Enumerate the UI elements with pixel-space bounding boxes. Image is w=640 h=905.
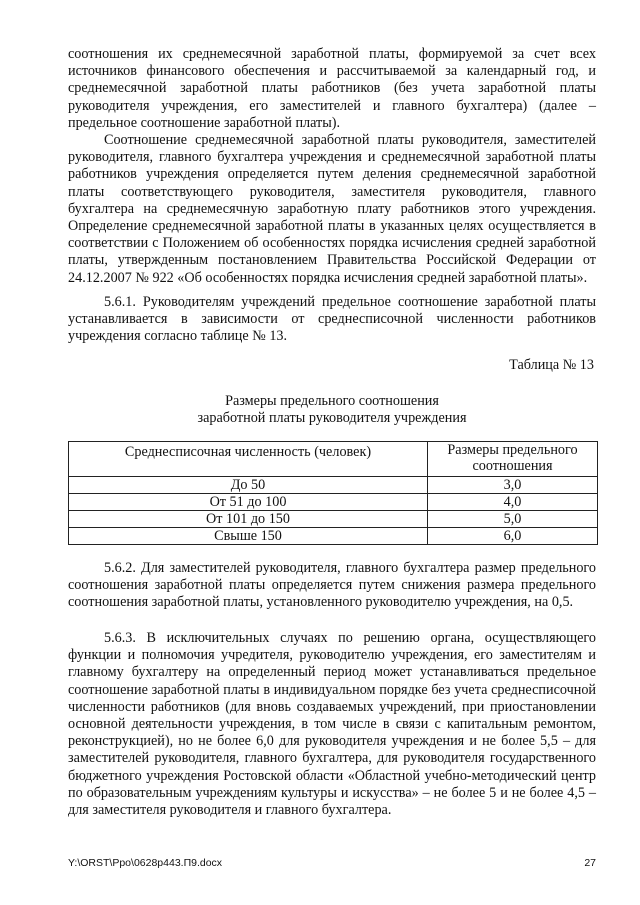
table-caption-line1: Размеры предельного соотношения	[225, 393, 439, 409]
cell-value: 6,0	[428, 528, 598, 545]
table-row	[69, 528, 598, 545]
table-row	[69, 494, 598, 511]
cell-range: От 101 до 150	[69, 511, 428, 528]
ratio-table	[68, 441, 598, 545]
cell-value: 4,0	[428, 494, 598, 511]
table-caption	[68, 393, 596, 427]
paragraph-5-6-2: 5.6.2. Для заместителей руководителя, главного бухгалтера размер предельного соотношения заработной платы определяется путем снижения размера предельного соотношения заработной платы, установленного руководителю учреждения, на 0,5.	[68, 560, 596, 611]
table-row	[69, 511, 598, 528]
cell-value: 5,0	[428, 511, 598, 528]
cell-value: 3,0	[428, 477, 598, 494]
paragraph-continuation: соотношения их среднемесячной заработной платы, формируемой за счет всех источников финансового обеспечения и рассчитываемой за календарный год, и среднемесячной заработной платы работников (без учета заработной платы руководителя учреждения, его заместителей и главного бухгалтера) (далее – предельное соотношение заработной платы).	[68, 46, 596, 131]
page-number: 27	[584, 857, 596, 869]
table-number: Таблица № 13	[509, 357, 594, 373]
paragraph-5-6-1: 5.6.1. Руководителям учреждений предельное соотношение заработной платы устанавливается в зависимости от среднесписочной численности работников учреждения согласно таблице № 13.	[68, 294, 596, 345]
cell-range: Свыше 150	[69, 528, 428, 545]
header-headcount: Среднесписочная численность (человек)	[69, 442, 428, 477]
paragraph-5-6-3: 5.6.3. В исключительных случаях по решению органа, осуществляющего функции и полномочия учредителя, руководителю учреждения, его заместителям и главному бухгалтеру на определенный период может устанавливаться предельное соотношение заработной платы в индивидуальном порядке без учета среднесписочной численности работников (для вновь создаваемых учреждений, при приостановлении основной деятельности учреждения, в том числе в связи с капитальным ремонтом, реконструкцией), но не более 6,0 для руководителя учреждения и не более 5,5 – для заместителей руководителя, главного бухгалтера, для руководителя государственного бюджетного учреждения Ростовской области «Областной учебно-методический центр по образовательным учреждениям культуры и искусства» – не более 5 и не более 4,5 – для заместителя руководителя и главного бухгалтера.	[68, 630, 596, 819]
table-caption-line2: заработной платы руководителя учреждения	[197, 410, 467, 426]
paragraph-ratio-definition: Соотношение среднемесячной заработной платы руководителя, заместителей руководителя, главного бухгалтера учреждения и среднемесячной заработной платы работников учреждения определяется путем деления среднемесячной заработной платы соответствующего руководителя, заместителя руководителя, главного бухгалтера на среднемесячную заработную плату работников этого учреждения. Определение среднемесячной заработной платы в указанных целях осуществляется в соответствии с Положением об особенностях порядка исчисления средней заработной платы, утвержденным постановлением Правительства Российской Федерации от 24.12.2007 № 922 «Об особенностях порядка исчисления средней заработной платы».	[68, 132, 596, 286]
header-ratio: Размеры предельного соотношения	[428, 442, 598, 477]
table-header-row	[69, 442, 598, 477]
cell-range: От 51 до 100	[69, 494, 428, 511]
file-path: Y:\ORST\Ppo\0628p443.П9.docx	[68, 857, 223, 869]
cell-range: До 50	[69, 477, 428, 494]
table-row	[69, 477, 598, 494]
